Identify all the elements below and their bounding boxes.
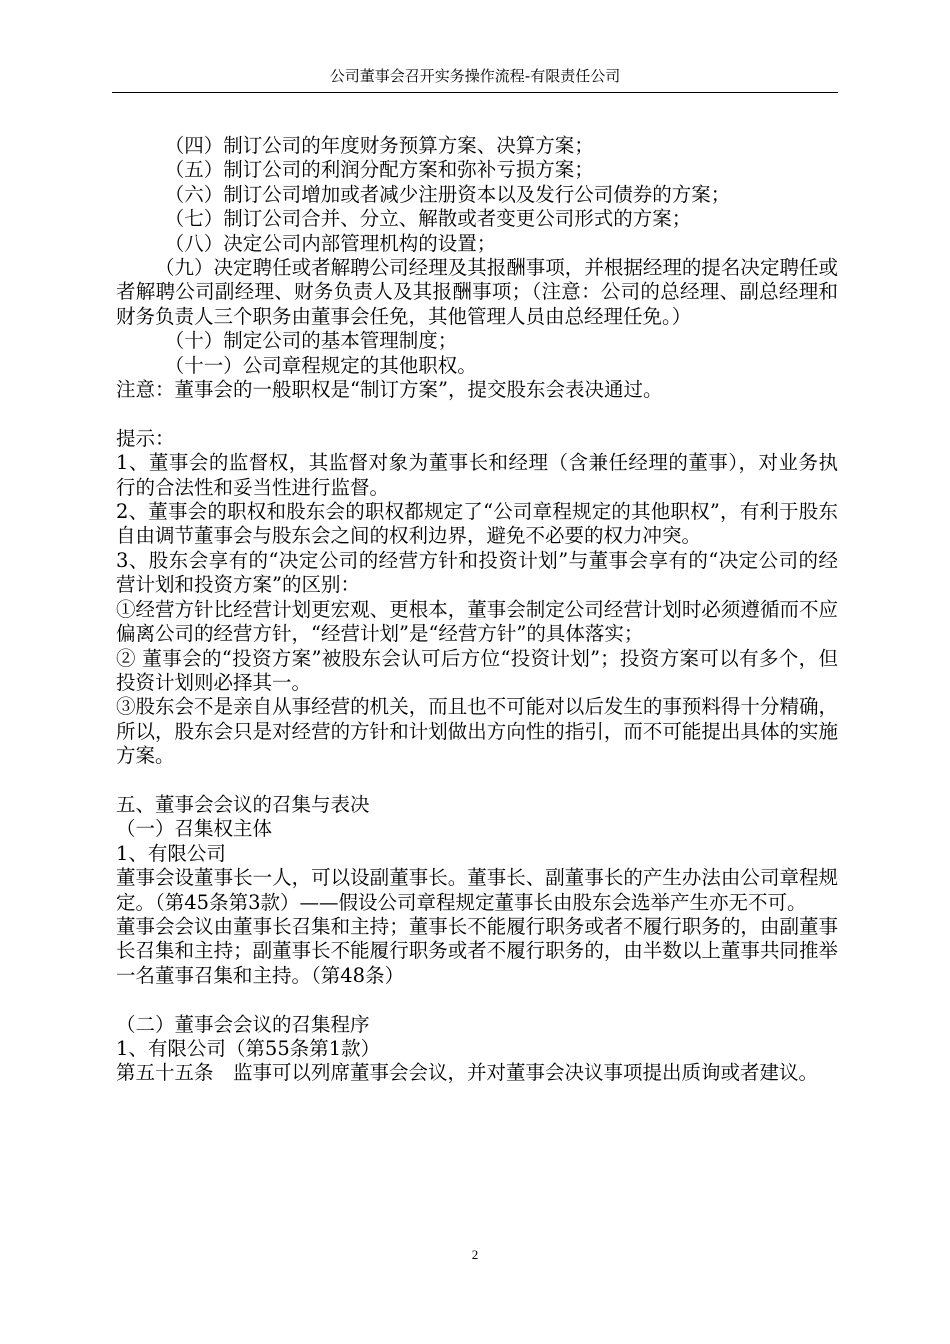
note-paragraph: 注意：董事会的一般职权是“制订方案”，提交股东会表决通过。 bbox=[116, 378, 663, 402]
tip-3-b: ② 董事会的“投资方案”被股东会认可后方位“投资计划”；投资方案可以有多个，但投资计划则必择其一。 bbox=[116, 646, 838, 694]
header-title: 公司董事会召开实务操作流程-有限责任公司 bbox=[329, 67, 621, 85]
list-item-10: （十）制定公司的基本管理制度； bbox=[164, 329, 458, 353]
subsection-1-heading: （一）召集权主体 bbox=[116, 817, 273, 841]
subsection-2-paragraph-1: 第五十五条 监事可以列席董事会会议，并对董事会决议事项提出质询或者建议。 bbox=[116, 1061, 819, 1085]
subsection-1-paragraph-1: 董事会设董事长一人，可以设副董事长。董事长、副董事长的产生办法由公司章程规定。（第45条第3款）——假设公司章程规定董事长由股东会选举产生亦无不可。 bbox=[116, 866, 838, 914]
tips-title: 提示： bbox=[116, 426, 175, 450]
list-item-11: （十一）公司章程规定的其他职权。 bbox=[164, 353, 477, 377]
blank-line bbox=[116, 402, 838, 426]
list-item: （六）制订公司增加或者减少注册资本以及发行公司债券的方案； bbox=[164, 182, 731, 206]
tip-1: 1、董事会的监督权，其监督对象为董事长和经理（含兼任经理的董事），对业务执行的合法性和妥当性进行监督。 bbox=[116, 451, 838, 499]
page-header bbox=[112, 62, 838, 93]
tip-3-c: ③股东会不是亲自从事经营的机关，而且也不可能对以后发生的事预料得十分精确，所以，股东会只是对经营的方针和计划做出方向性的指引，而不可能提出具体的实施方案。 bbox=[116, 695, 838, 768]
page-number: 2 bbox=[471, 1247, 479, 1262]
subsection-1-item-1: 1、有限公司 bbox=[116, 841, 226, 865]
subsection-2-item-1: 1、有限公司（第55条第1款） bbox=[116, 1036, 381, 1060]
blank-line bbox=[116, 988, 838, 1012]
tip-3: 3、股东会享有的“决定公司的经营方针和投资计划”与董事会享有的“决定公司的经营计划和投资方案”的区别： bbox=[116, 548, 838, 597]
subsection-2-heading: （二）董事会会议的召集程序 bbox=[116, 1012, 370, 1036]
tip-3-a: ①经营方针比经营计划更宏观、更根本，董事会制定公司经营计划时必须遵循而不应偏离公司的经营方针，“经营计划”是“经营方针”的具体落实； bbox=[116, 597, 838, 646]
tip-2: 2、董事会的职权和股东会的职权都规定了“公司章程规定的其他职权”，有利于股东自由调节董事会与股东会之间的权利边界，避免不必要的权力冲突。 bbox=[116, 500, 838, 548]
section-5-heading: 五、董事会会议的召集与表决 bbox=[116, 792, 370, 816]
list-item-9: （九）决定聘任或者解聘公司经理及其报酬事项，并根据经理的提名决定聘任或者解聘公司副经理、财务负责人及其报酬事项；（注意：公司的总经理、副总经理和财务负责人三个职务由董事会任免，其他管理人员由总经理任免。） bbox=[116, 256, 838, 328]
list-item: （四）制订公司的年度财务预算方案、决算方案； bbox=[164, 134, 594, 157]
document-body bbox=[116, 134, 838, 1086]
list-item: （七）制订公司合并、分立、解散或者变更公司形式的方案； bbox=[164, 207, 692, 231]
subsection-1-paragraph-2: 董事会会议由董事长召集和主持；董事长不能履行职务或者不履行职务的，由副董事长召集和主持；副董事长不能履行职务或者不履行职务的，由半数以上董事共同推举一名董事召集和主持。（第48条） bbox=[116, 914, 838, 987]
list-item: （八）决定公司内部管理机构的设置； bbox=[164, 231, 497, 255]
list-item: （五）制订公司的利润分配方案和弥补亏损方案； bbox=[164, 158, 594, 182]
blank-line bbox=[116, 769, 838, 793]
